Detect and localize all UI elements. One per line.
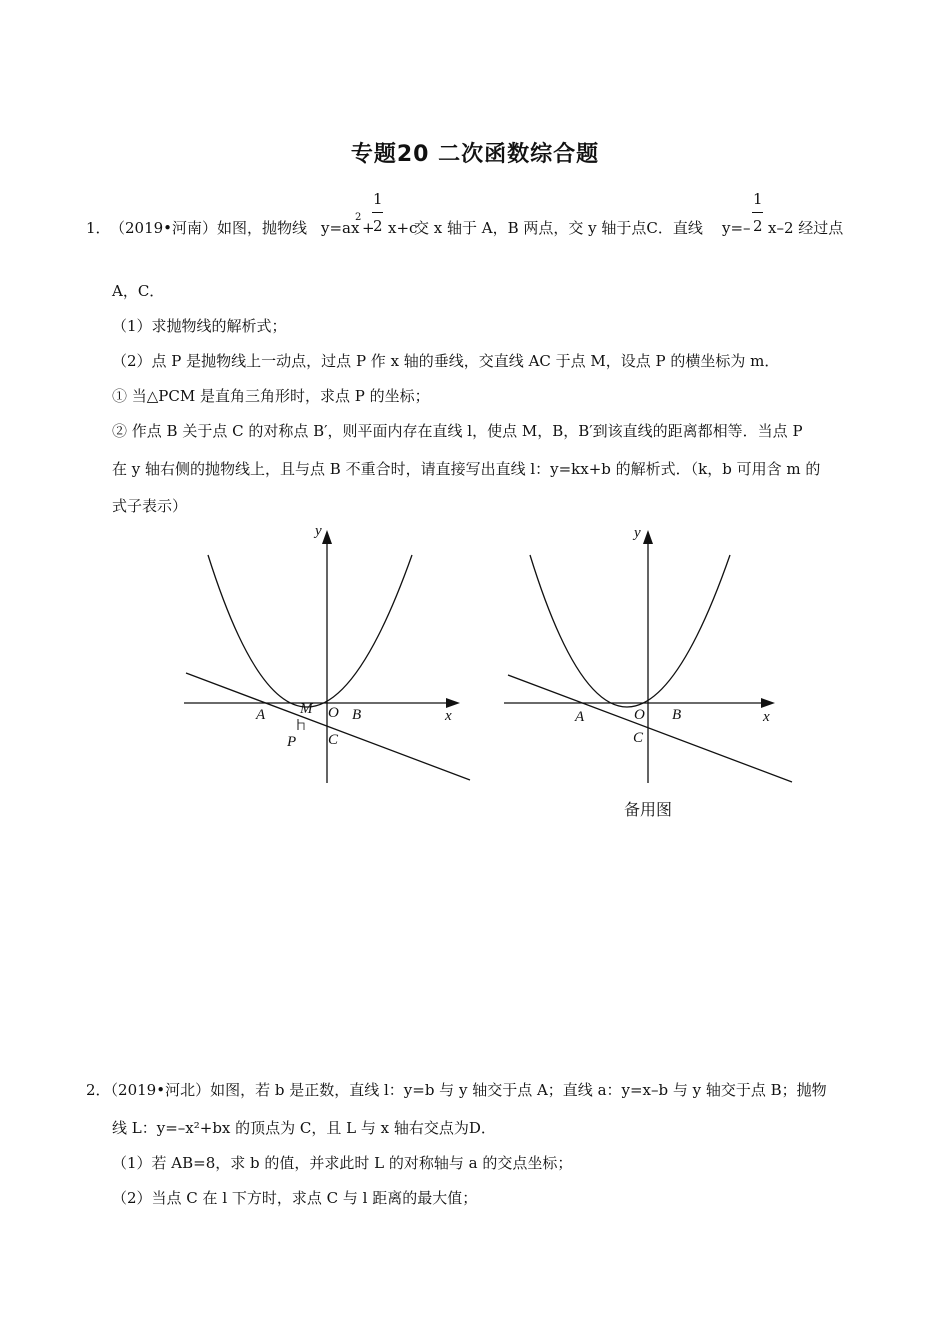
question-text: A，C．	[112, 282, 165, 300]
equation-part: y=–	[722, 219, 751, 237]
part-2-2: ② 作点 B 关于点 C 的对称点 B′，则平面内存在直线 l，使点 M，B，B′到该直线的距离都相等．当点 P	[112, 422, 803, 440]
question-number: 1．	[86, 219, 111, 237]
question-text: 线 L：y=–x²+bx 的顶点为 C，且 L 与 x 轴右交点为D．	[112, 1119, 496, 1137]
part-2: （2）当点 C 在 l 下方时，求点 C 与 l 距离的最大值；	[112, 1189, 478, 1207]
parabola	[530, 555, 730, 707]
line-ac	[186, 673, 470, 780]
figure-2	[500, 520, 800, 790]
point-b-label: B	[352, 707, 362, 723]
fraction-numerator: 1	[373, 190, 383, 208]
equation-part: x+c	[388, 219, 418, 237]
question-text: 交 x 轴于 A，B 两点，交 y 轴于点C．直线	[414, 219, 703, 237]
point-c-label: C	[328, 732, 339, 748]
equation-part: y=ax	[321, 219, 360, 237]
point-p-label: P	[287, 734, 297, 750]
point-a-label: A	[256, 707, 266, 723]
right-angle-mark	[298, 723, 304, 730]
plus-sign: +	[362, 219, 375, 237]
question-source: （2019•河南）如图，抛物线	[110, 219, 308, 237]
point-b-label: B	[672, 707, 682, 723]
superscript: 2	[355, 212, 362, 223]
part-1: （1）若 AB=8，求 b 的值，并求此时 L 的对称轴与 a 的交点坐标；	[112, 1154, 573, 1172]
origin-label: O	[634, 707, 645, 723]
origin-label: O	[328, 705, 339, 721]
part-2-1: ① 当△PCM 是直角三角形时，求点 P 的坐标；	[112, 387, 430, 405]
fraction-denominator: 2	[373, 217, 383, 235]
fraction-numerator: 1	[753, 190, 763, 208]
part-2: （2）点 P 是抛物线上一动点，过点 P 作 x 轴的垂线，交直线 AC 于点 M，设点 P 的横坐标为 m．	[112, 352, 780, 370]
y-label: y	[634, 525, 641, 541]
y-axis-arrow	[643, 530, 653, 544]
x-axis-arrow	[761, 698, 775, 708]
point-m-label: M	[300, 701, 313, 717]
equation-part: x–2 经过点	[768, 219, 844, 237]
parabola	[208, 555, 412, 707]
line-ac	[508, 675, 792, 782]
x-label: x	[763, 709, 770, 725]
page-title: 专题20 二次函数综合题	[350, 142, 600, 167]
question-text: 2．（2019•河北）如图，若 b 是正数，直线 l：y=b 与 y 轴交于点 A；直线 a：y=x–b 与 y 轴交于点 B；抛物	[86, 1081, 827, 1099]
y-label: y	[315, 523, 322, 539]
figure-caption: 备用图	[624, 800, 673, 819]
point-a-label: A	[575, 709, 585, 725]
fraction-bar	[752, 212, 763, 213]
figure-1	[180, 520, 480, 790]
y-axis-arrow	[322, 530, 332, 544]
part-2-2-cont: 在 y 轴右侧的抛物线上，且与点 B 不重合时，请直接写出直线 l：y=kx+b 的解析式．（k，b 可用含 m 的	[112, 460, 821, 478]
x-label: x	[445, 708, 452, 724]
part-1: （1）求抛物线的解析式；	[112, 317, 287, 335]
point-c-label: C	[633, 730, 644, 746]
x-axis-arrow	[446, 698, 460, 708]
part-2-2-cont: 式子表示）	[112, 497, 188, 515]
fraction-bar	[372, 212, 383, 213]
fraction-denominator: 2	[753, 217, 763, 235]
